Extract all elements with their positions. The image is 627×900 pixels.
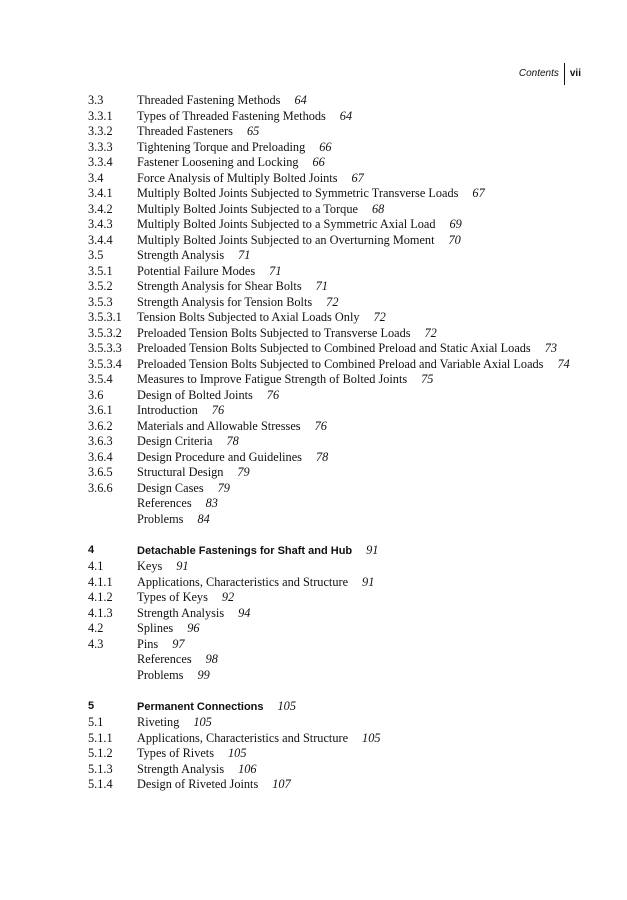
- toc-entry-number: 3.6: [88, 387, 104, 402]
- toc-entry-text: [137, 310, 588, 326]
- toc-entry-text: [137, 559, 588, 575]
- toc-entry-page: 79: [217, 480, 230, 495]
- toc-entry-number: 3.5.4: [88, 372, 113, 386]
- toc-entry-title: Splines: [137, 621, 174, 635]
- toc-entry-text: [137, 621, 588, 637]
- toc-entry-number: 3.6.2: [88, 418, 113, 433]
- toc-entry-page: 78: [226, 434, 239, 448]
- toc-entry-page: 76: [211, 403, 225, 417]
- toc-entry-number: 3.6.3: [88, 434, 113, 448]
- toc-entry-text: [137, 372, 588, 388]
- toc-entry-page: 97: [172, 636, 185, 651]
- toc-entry[interactable]: [88, 652, 588, 668]
- toc-entry-number: 3.3: [88, 93, 104, 107]
- toc-entry-number: [88, 512, 137, 528]
- toc-entry-title: Potential Failure Modes: [137, 263, 256, 278]
- toc-entry[interactable]: [88, 248, 588, 264]
- toc-entry-title: Design Criteria: [137, 434, 213, 448]
- toc-entry-number: [88, 496, 137, 512]
- toc-entry-page: 69: [449, 217, 462, 231]
- toc-entry-page: 91: [176, 559, 189, 573]
- toc-entry[interactable]: [88, 606, 588, 622]
- toc-entry-page: 66: [312, 155, 325, 169]
- toc-entry-text: [137, 496, 588, 512]
- toc-entry-page: 72: [424, 325, 437, 340]
- toc-entry-title: Detachable Fastenings for Shaft and Hub: [137, 544, 353, 557]
- toc-entry-page: 91: [362, 574, 375, 589]
- toc-entry[interactable]: [88, 217, 588, 233]
- toc-entry-text: [137, 512, 588, 528]
- toc-entry-number: 3.3.1: [88, 108, 113, 123]
- header-page-number: vii: [569, 68, 581, 79]
- toc-entry[interactable]: [88, 202, 588, 218]
- toc-entry[interactable]: [88, 559, 588, 575]
- toc-entry-text: [137, 715, 588, 731]
- toc-entry-text: [137, 434, 588, 450]
- toc-entry[interactable]: [88, 465, 588, 481]
- toc-entry-page: 105: [193, 715, 212, 729]
- toc-entry-number: 4: [88, 543, 95, 556]
- toc-entry-title: References: [137, 652, 192, 666]
- toc-entry-title: Preloaded Tension Bolts Subjected to Transverse Loads: [137, 325, 411, 340]
- toc-entry[interactable]: [88, 140, 588, 156]
- section-gap: [88, 683, 588, 699]
- toc-entry-title: Strength Analysis: [137, 761, 225, 776]
- toc-entry-title: Tension Bolts Subjected to Axial Loads Only: [137, 310, 360, 324]
- toc-entry-page: 92: [221, 590, 235, 604]
- toc-entry[interactable]: [88, 310, 588, 326]
- toc-entry-page: 76: [266, 387, 280, 402]
- toc-entry-title: Introduction: [137, 403, 198, 417]
- toc-entry-number: 5: [88, 699, 95, 712]
- toc-entry-title: Design of Bolted Joints: [137, 387, 253, 402]
- toc-entry-number: 3.6.4: [88, 449, 113, 464]
- toc-entry-title: Multiply Bolted Joints Subjected to an Overturning Moment: [137, 232, 435, 247]
- toc-entry-page: 71: [238, 248, 251, 262]
- toc-entry-page: 64: [339, 108, 353, 123]
- toc-entry-title: Multiply Bolted Joints Subjected to Symmetric Transverse Loads: [137, 186, 459, 200]
- toc-entry-number: 3.4.1: [88, 186, 113, 200]
- toc-entry-text: [137, 606, 588, 622]
- toc-entry-text: [137, 202, 588, 218]
- toc-entry-number: 3.3.2: [88, 124, 113, 138]
- toc-entry-text: [137, 124, 588, 140]
- toc-entry-title: Threaded Fastening Methods: [137, 93, 281, 107]
- toc-entry[interactable]: [88, 512, 588, 528]
- toc-entry-page: 72: [373, 310, 386, 324]
- toc-entry-text: [137, 403, 588, 419]
- toc-entry[interactable]: [88, 357, 588, 373]
- toc-entry-title: Structural Design: [137, 465, 224, 479]
- toc-entry-page: 91: [366, 542, 379, 557]
- toc-entry-page: 98: [205, 652, 218, 666]
- toc-entry-number: 3.5: [88, 248, 104, 262]
- toc-entry-number: 3.6.1: [88, 403, 113, 417]
- toc-entry[interactable]: [88, 668, 588, 684]
- toc-entry-page: 78: [315, 449, 329, 464]
- toc-entry-title: Tightening Torque and Preloading: [137, 139, 306, 154]
- toc-entry-page: 105: [228, 746, 247, 760]
- toc-entry-text: [137, 248, 588, 264]
- toc-entry-title: Problems: [137, 511, 184, 526]
- toc-entry-number: 4.3: [88, 636, 104, 651]
- toc-chapter-entry[interactable]: [88, 699, 588, 716]
- toc-entry-page: 99: [197, 667, 210, 682]
- toc-entry-title: Multiply Bolted Joints Subjected to a Symmetric Axial Load: [137, 217, 436, 231]
- toc-entry-number: 3.4.4: [88, 232, 113, 247]
- toc-entry-page: 79: [237, 465, 250, 479]
- toc-entry-text: [137, 419, 588, 435]
- toc-entry-number: 3.6.5: [88, 465, 113, 479]
- toc-entry-title: Materials and Allowable Stresses: [137, 418, 301, 433]
- toc-entry-page: 84: [197, 511, 210, 526]
- toc-entry-page: 68: [371, 201, 385, 216]
- toc-entry-text: [137, 326, 588, 342]
- toc-entry-text: [137, 652, 588, 668]
- toc-entry-title: Measures to Improve Fatigue Strength of Bolted Joints: [137, 372, 408, 386]
- toc-entry[interactable]: [88, 762, 588, 778]
- toc-entry-page: 67: [351, 170, 364, 185]
- toc-entry-page: 66: [319, 139, 332, 154]
- toc-entry[interactable]: [88, 93, 588, 109]
- toc-entry-text: [137, 388, 588, 404]
- toc-entry-page: 71: [315, 279, 328, 293]
- toc-entry-title: Riveting: [137, 715, 180, 729]
- toc-entry-page: 96: [187, 621, 200, 635]
- toc-entry-number: 3.5.2: [88, 279, 113, 293]
- toc-entry-number: 3.3.4: [88, 155, 113, 169]
- toc-entry[interactable]: [88, 715, 588, 731]
- toc-entry-text: [137, 357, 588, 373]
- toc-entry[interactable]: [88, 434, 588, 450]
- toc-entry-title: Permanent Connections: [137, 700, 264, 713]
- toc-entry-text: [137, 450, 588, 466]
- toc-entry[interactable]: [88, 186, 588, 202]
- toc-entry-number: 3.5.3.4: [88, 356, 122, 371]
- section-gap: [88, 527, 588, 543]
- toc-entry-page: 105: [362, 730, 381, 745]
- toc-entry-text: [137, 279, 588, 295]
- toc-entry-number: 3.4: [88, 170, 104, 185]
- toc-entry-page: 76: [314, 418, 327, 433]
- toc-entry-number: 4.1.3: [88, 605, 113, 620]
- toc-entry[interactable]: [88, 155, 588, 171]
- toc-entry[interactable]: [88, 295, 588, 311]
- toc-entry-number: 3.5.1: [88, 263, 113, 278]
- toc-entry-page: 74: [557, 356, 570, 371]
- toc-entry-page: 105: [277, 698, 296, 713]
- toc-entry-text: [137, 341, 588, 357]
- toc-entry-page: 83: [205, 496, 218, 510]
- header-title: Contents: [519, 63, 565, 85]
- toc-entry[interactable]: [88, 109, 588, 125]
- toc-entry-number: 4.2: [88, 621, 104, 635]
- toc-entry[interactable]: [88, 326, 588, 342]
- toc-entry[interactable]: [88, 171, 588, 187]
- toc-entry-title: Strength Analysis: [137, 605, 225, 620]
- toc-entry-text: [137, 543, 588, 560]
- toc-entry-text: [137, 777, 588, 793]
- toc-entry-text: [137, 295, 588, 311]
- toc-entry-title: Types of Rivets: [137, 746, 215, 760]
- toc-entry[interactable]: [88, 590, 588, 606]
- toc-entry-number: [88, 668, 137, 684]
- toc-entry-title: Strength Analysis: [137, 248, 225, 262]
- toc-entry-title: Pins: [137, 636, 159, 651]
- toc-entry-title: Problems: [137, 667, 184, 682]
- toc-entry-page: 94: [238, 605, 251, 620]
- toc-entry[interactable]: [88, 372, 588, 388]
- toc-entry-title: Threaded Fasteners: [137, 124, 233, 138]
- toc-entry-number: 3.5.3.3: [88, 341, 122, 355]
- running-header: [519, 62, 581, 86]
- toc-entry[interactable]: [88, 419, 588, 435]
- toc-entry-page: 107: [272, 777, 291, 791]
- toc-entry[interactable]: [88, 279, 588, 295]
- toc-entry[interactable]: [88, 233, 588, 249]
- toc-entry-title: Preloaded Tension Bolts Subjected to Combined Preload and Variable Axial Loads: [137, 356, 544, 371]
- toc-entry[interactable]: [88, 496, 588, 512]
- toc-entry-text: [137, 264, 588, 280]
- toc-entry-title: Strength Analysis for Tension Bolts: [137, 294, 313, 309]
- toc-entry-text: [137, 575, 588, 591]
- toc-entry-number: 3.3.3: [88, 139, 113, 154]
- toc-entry-page: 67: [472, 186, 485, 200]
- toc-entry[interactable]: [88, 388, 588, 404]
- toc-entry-title: Force Analysis of Multiply Bolted Joints: [137, 170, 338, 185]
- toc-entry-page: 70: [448, 232, 461, 247]
- toc-entry-text: [137, 731, 588, 747]
- toc-entry[interactable]: [88, 403, 588, 419]
- toc-entry-title: Preloaded Tension Bolts Subjected to Combined Preload and Static Axial Loads: [137, 341, 531, 355]
- toc-entry-text: [137, 171, 588, 187]
- toc-entry[interactable]: [88, 746, 588, 762]
- toc-entry-title: References: [137, 496, 192, 510]
- table-of-contents: [88, 93, 588, 793]
- toc-entry-page: 71: [269, 263, 282, 278]
- toc-entry-text: [137, 668, 588, 684]
- toc-entry-number: 5.1.3: [88, 761, 113, 776]
- toc-entry-text: [137, 762, 588, 778]
- toc-entry-number: 4.1: [88, 559, 104, 573]
- toc-entry-text: [137, 93, 588, 109]
- toc-entry[interactable]: [88, 124, 588, 140]
- toc-entry[interactable]: [88, 481, 588, 497]
- toc-entry[interactable]: [88, 264, 588, 280]
- toc-entry-text: [137, 637, 588, 653]
- toc-entry-page: 106: [238, 761, 257, 776]
- toc-entry-number: 5.1.4: [88, 777, 113, 791]
- toc-entry-title: Types of Threaded Fastening Methods: [137, 108, 326, 123]
- toc-entry[interactable]: [88, 621, 588, 637]
- toc-entry-text: [137, 155, 588, 171]
- toc-entry[interactable]: [88, 575, 588, 591]
- toc-entry-title: Keys: [137, 559, 163, 573]
- toc-entry-page: 64: [294, 93, 307, 107]
- toc-entry-number: 4.1.2: [88, 590, 113, 604]
- toc-entry-number: 3.5.3.2: [88, 325, 122, 340]
- toc-entry-text: [137, 109, 588, 125]
- toc-entry-text: [137, 233, 588, 249]
- toc-entry-page: 65: [246, 124, 260, 138]
- toc-entry-number: 3.4.3: [88, 217, 113, 231]
- toc-entry-title: Types of Keys: [137, 590, 208, 604]
- toc-entry-title: Design of Riveted Joints: [137, 777, 259, 791]
- toc-entry-title: Design Cases: [137, 480, 204, 495]
- toc-entry-number: 3.4.2: [88, 201, 113, 216]
- toc-entry-text: [137, 465, 588, 481]
- toc-entry-number: 3.5.3: [88, 294, 113, 309]
- toc-entry[interactable]: [88, 731, 588, 747]
- toc-entry-page: 75: [421, 372, 434, 386]
- toc-entry-page: 72: [326, 294, 339, 309]
- toc-entry-title: Fastener Loosening and Locking: [137, 155, 299, 169]
- toc-entry-title: Applications, Characteristics and Structure: [137, 730, 349, 745]
- toc-entry[interactable]: [88, 777, 588, 793]
- toc-entry-number: 5.1.1: [88, 730, 113, 745]
- toc-entry-title: Strength Analysis for Shear Bolts: [137, 279, 302, 293]
- toc-entry-text: [137, 481, 588, 497]
- toc-entry-page: 73: [544, 341, 558, 355]
- toc-entry[interactable]: [88, 341, 588, 357]
- toc-entry-title: Applications, Characteristics and Structure: [137, 574, 349, 589]
- toc-entry[interactable]: [88, 450, 588, 466]
- toc-entry-number: 5.1: [88, 715, 104, 729]
- toc-entry[interactable]: [88, 637, 588, 653]
- toc-entry-text: [137, 699, 588, 716]
- toc-entry-number: 3.5.3.1: [88, 310, 122, 324]
- toc-entry-text: [137, 140, 588, 156]
- toc-entry-text: [137, 746, 588, 762]
- toc-entry-text: [137, 217, 588, 233]
- toc-entry-number: 3.6.6: [88, 480, 113, 495]
- toc-entry-title: Multiply Bolted Joints Subjected to a Torque: [137, 201, 358, 216]
- toc-entry-title: Design Procedure and Guidelines: [137, 449, 302, 464]
- toc-entry-text: [137, 590, 588, 606]
- toc-entry-number: 5.1.2: [88, 746, 113, 760]
- toc-entry-number: 4.1.1: [88, 574, 113, 589]
- toc-entry-text: [137, 186, 588, 202]
- toc-entry-number: [88, 652, 137, 668]
- toc-chapter-entry[interactable]: [88, 543, 588, 560]
